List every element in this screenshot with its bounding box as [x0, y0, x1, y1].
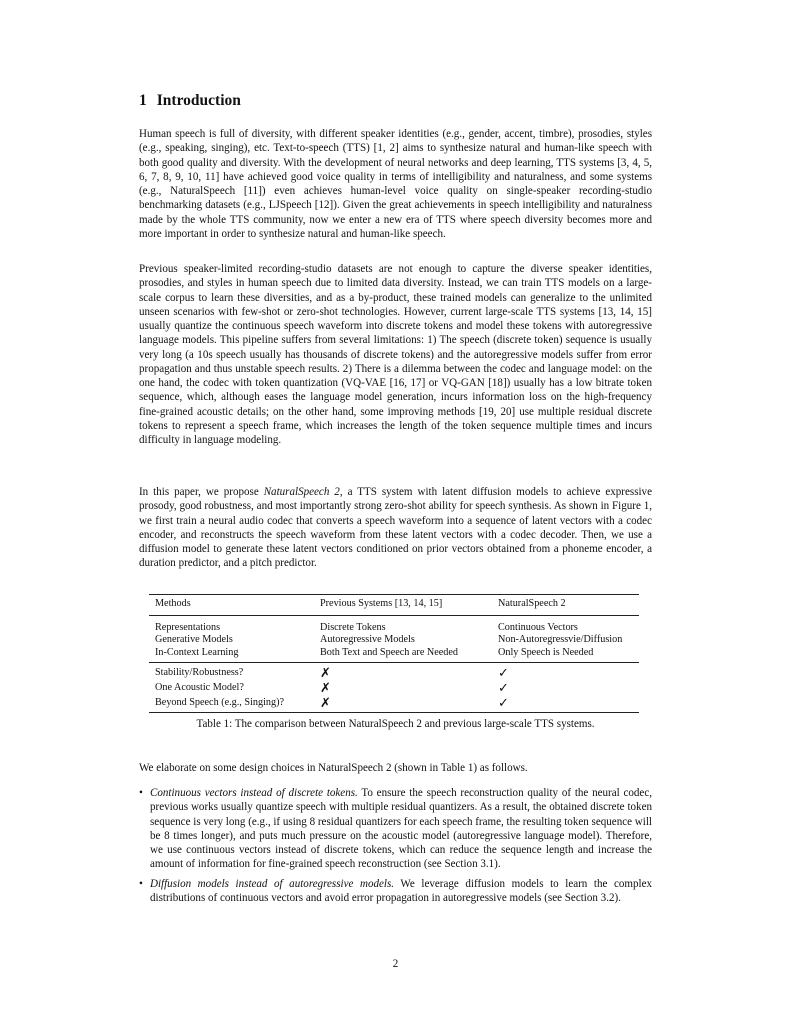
table-caption: Table 1: The comparison between NaturalSpeech 2 and previous large-scale TTS systems. [196, 718, 595, 730]
table-cell: Discrete Tokens [320, 621, 386, 633]
list-item [139, 877, 652, 906]
table-cell: Stability/Robustness? [155, 667, 244, 679]
system-name: NaturalSpeech 2 [263, 486, 340, 498]
section-number: 1 [139, 92, 147, 109]
header-naturalspeech2: NaturalSpeech 2 [498, 598, 566, 609]
table-cell: One Acoustic Model? [155, 682, 244, 694]
comparison-table [149, 594, 639, 713]
table-cell: Beyond Speech (e.g., Singing)? [155, 697, 285, 709]
design-choices-list [139, 786, 652, 910]
bullet-icon: • [139, 877, 143, 890]
table-header-row [149, 595, 639, 616]
table-row [149, 697, 639, 713]
table-row [149, 615, 639, 634]
cross-mark-icon: ✗ [320, 666, 331, 682]
bullet-heading: Continuous vectors instead of discrete tokens. [150, 787, 358, 799]
paragraph-3-start: In this paper, we propose [139, 486, 264, 498]
table-cell: In-Context Learning [155, 646, 239, 658]
check-mark-icon: ✓ [498, 696, 509, 712]
cross-mark-icon: ✗ [320, 696, 331, 712]
check-mark-icon: ✓ [498, 681, 509, 697]
table-cell: Both Text and Speech are Needed [320, 646, 458, 658]
header-previous-systems: Previous Systems [13, 14, 15] [320, 598, 443, 609]
section-title: Introduction [156, 92, 241, 109]
bullet-heading: Diffusion models instead of autoregressive models. [150, 877, 395, 890]
cross-mark-icon: ✗ [320, 681, 331, 697]
paragraph-2: Previous speaker-limited recording-studio datasets are not enough to capture the diverse speaker identities, prosodies, and styles in human speech due to limited data diversity. Instead, we can train TTS models on a large-scale corpus to learn these diversities, and as a by-product, these trained models can generalize to the unlimited unseen scenarios with few-shot or zero-shot technologies. However, current large-scale TTS systems [13, 14, 15] usually quantize the continuous speech waveform into discrete tokens and model these tokens with autoregressive language models. This pipeline suffers from several limitations: 1) The speech (discrete token) sequence is usually very long (a 10s speech usually has thousands of discrete tokens) and the autoregressive models suffer from error propagation and thus unstable speech results. 2) There is a dilemma between the codec and language model: on the one hand, the codec with token quantization (VQ-VAE [16, 17] or VQ-GAN [18]) usually has a low bitrate token sequence, which, although eases the language model generation, incurs information loss on the high-frequency fine-grained acoustic details; on the other hand, some improving methods [19, 20] use multiple residual discrete tokens to represent a speech frame, which increases the length of the token sequence multiple times and incurs difficulty in language modeling. [139, 263, 652, 446]
table-cell: Autoregressive Models [320, 634, 415, 646]
table-cell: Continuous Vectors [498, 621, 578, 633]
paragraph-3 [139, 485, 652, 571]
check-mark-icon: ✓ [498, 666, 509, 682]
table-cell: Non-Autoregressvie/Diffusion [498, 634, 623, 646]
page-number: 2 [392, 958, 399, 970]
bullet-icon: • [139, 787, 143, 799]
paragraph-3-rest: , a TTS system with latent diffusion models to achieve expressive prosody, good robustness, and most importantly strong zero-shot ability for speech synthesis. As shown in Figure 1, we first train a neural audio codec that converts a speech waveform into a sequence of latent vectors with a codec encoder, and reconstructs the speech waveform from these latent vectors with a codec decoder. Then, we use a diffusion model to generate these latent vectors conditioned on prior vectors obtained from a phoneme encoder, a duration predictor, and a pitch predictor. [139, 486, 652, 570]
table-cell: Only Speech is Needed [498, 646, 594, 658]
bullet-text: To ensure the speech reconstruction quality of the neural codec, previous works usually quantize speech with multiple residual quantizers. As a result, the obtained discrete token sequence is very long (e.g., if using 8 residual quantizers for each speech frame, the resulting token sequence will be 8 times longer), and puts much pressure on the acoustic model (autoregressive language model). Therefore, we use continuous vectors instead of discrete tokens, which can reduce the sequence length and increase the amount of information for fine-grained speech reconstruction (see Section 3.1). [150, 787, 652, 871]
table-cell: Generative Models [155, 634, 233, 646]
paragraph-1: Human speech is full of diversity, with different speaker identities (e.g., gender, accent, timbre), prosodies, styles (e.g., speaking, singing), etc. Text-to-speech (TTS) [1, 2] aims to synthesize natural and human-like speech with both good quality and diversity. With the development of neural networks and deep learning, TTS systems [3, 4, 5, 6, 7, 8, 9, 10, 11] have achieved good voice quality in terms of intelligibility and naturalness, and some systems (e.g., NaturalSpeech [11]) even achieves human-level voice quality on single-speaker recording-studio benchmarking datasets (e.g., LJSpeech [12]). Given the great achievements in speech intelligibility and naturalness made by the whole TTS community, now we enter a new era of TTS where speech diversity becomes more and more important in order to synthesize natural and human-like speech. [139, 128, 652, 240]
table-cell: Representations [155, 621, 221, 633]
table-row [149, 634, 639, 647]
table-row [149, 663, 639, 683]
table-row [149, 647, 639, 663]
paragraph-4: We elaborate on some design choices in NaturalSpeech 2 (shown in Table 1) as follows. [139, 762, 528, 774]
bullet-text: We leverage diffusion models to learn the complex distributions of continuous vectors and avoid error propagation in autoregressive models (see Section 3.2). [150, 877, 652, 904]
header-methods: Methods [155, 598, 191, 609]
list-item [139, 786, 652, 872]
table-row [149, 682, 639, 697]
section-heading [139, 92, 241, 110]
